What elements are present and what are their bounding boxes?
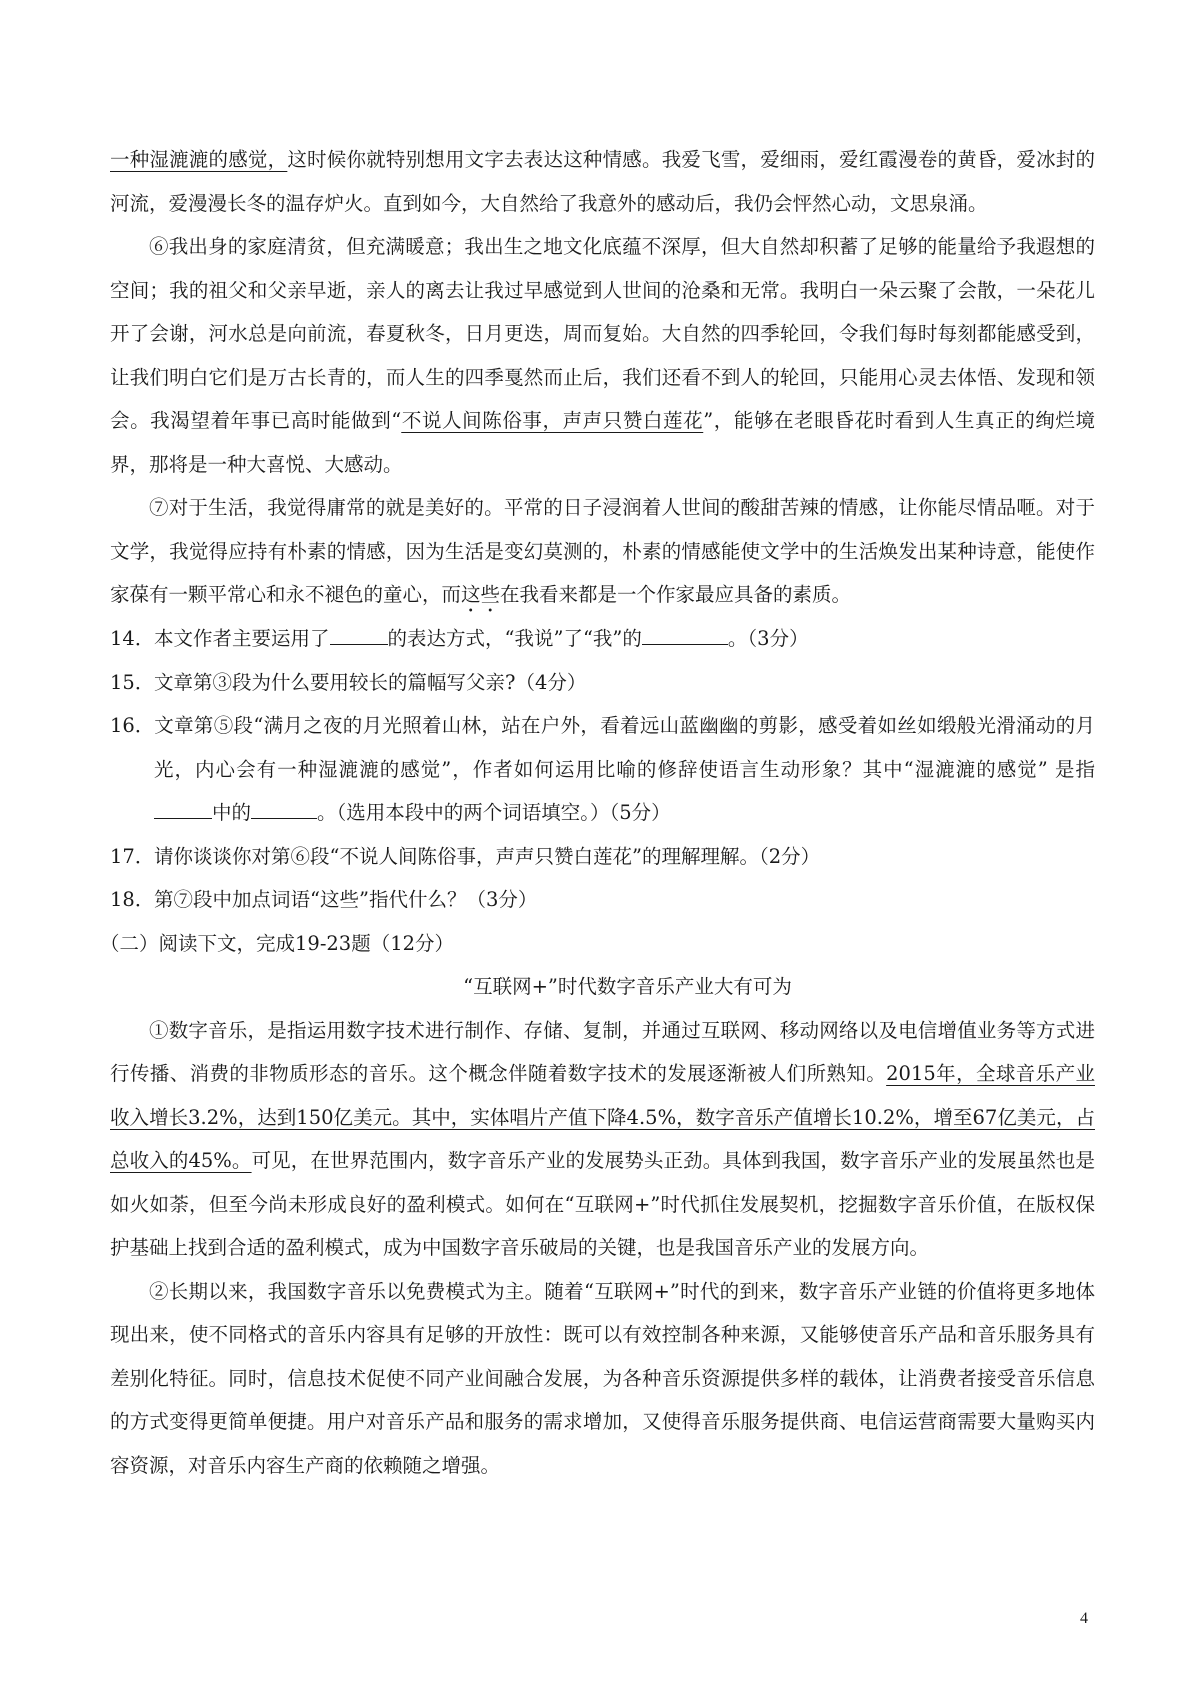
question-text: 文章第③段为什么要用较长的篇幅写父亲?（4分） <box>154 670 587 694</box>
question-text: 中的 <box>212 801 252 824</box>
paragraph-text: 在我看来都是一个作家最应具备的素质。 <box>500 583 852 606</box>
question-17 <box>110 835 1095 879</box>
question-number: 14． <box>110 627 155 650</box>
paragraph-text: ”，能够在老眼昏花时看到人生真正的绚烂境界，那将是一种大喜悦、大感动。 <box>110 409 1095 476</box>
article-title: “互联网+”时代数字音乐产业大有可为 <box>463 975 792 998</box>
emphasis-dotted-word: 这些 <box>461 583 501 606</box>
answer-blank[interactable] <box>642 624 728 645</box>
paragraph-7 <box>110 486 1095 617</box>
answer-blank[interactable] <box>330 624 388 645</box>
paragraph-text: ①数字音乐，是指运用数字技术进行制作、存储、复制，并通过互联网、移动网络以及电信增值业务等方式进行传播、消费的非物质形态的音乐。这个概念伴随着数字技术的发展逐渐被人们所熟知。 <box>110 1018 1095 1085</box>
section-heading: （二）阅读下文，完成19-23题（12分） <box>100 931 455 955</box>
question-16 <box>110 704 1095 835</box>
question-number: 15． <box>110 670 155 694</box>
question-text: 。（选用本段中的两个词语填空。）（5分） <box>317 801 671 824</box>
underlined-statistics: 2015年，全球音乐产业收入增长3.2%，达到150亿美元。其中，实体唱片产值下降4.5%，数字音乐产值增长10.2%，增至67亿美元，占总收入的45%。 <box>110 1062 1095 1172</box>
paragraph-text: ⑦对于生活，我觉得庸常的就是美好的。平常的日子浸润着人世间的酸甜苦辣的情感，让你能尽情品咂。对于文学，我觉得应持有朴素的情感，因为生活是变幻莫测的，朴素的情感能使文学中的生活焕发出某种诗意，能使作家葆有一颗平常心和永不褪色的童心，而 <box>110 496 1095 606</box>
underlined-quote: 不说人间陈俗事，声声只赞白莲花 <box>401 409 704 432</box>
question-18 <box>110 878 1095 922</box>
article-paragraph-2: ②长期以来，我国数字音乐以免费模式为主。随着“互联网+”时代的到来，数字音乐产业链的价值将更多地体现出来，使不同格式的音乐内容具有足够的开放性：既可以有效控制各种来源，又能够使音乐产品和音乐服务具有差别化特征。同时，信息技术促使不同产业间融合发展，为各种音乐资源提供多样的载体，让消费者接受音乐信息的方式变得更简单便捷。用户对音乐产品和服务的需求增加，又使得音乐服务提供商、电信运营商需要大量购买内容资源，对音乐内容生产商的依赖随之增强。 <box>110 1279 1095 1477</box>
paragraph-6 <box>110 225 1095 486</box>
question-text: 。（3分） <box>727 627 809 650</box>
question-text: 的表达方式，“我说”了“我”的 <box>387 627 642 650</box>
underlined-phrase: 一种湿漉漉的感觉， <box>110 148 288 171</box>
question-text: 本文作者主要运用了 <box>154 627 330 650</box>
paragraph-text: 可见，在世界范围内，数字音乐产业的发展势头正劲。具体到我国，数字音乐产业的发展虽然也是如火如荼，但至今尚未形成良好的盈利模式。如何在“互联网+”时代抓住发展契机，挖掘数字音乐价值，在版权保护基础上找到合适的盈利模式，成为中国数字音乐破局的关键，也是我国音乐产业的发展方向。 <box>110 1149 1095 1259</box>
paragraph-text: 这时候你就特别想用文字去表达这种情感。我爱飞雪，爱细雨，爱红霞漫卷的黄昏，爱冰封的河流，爱漫漫长冬的温存炉火。直到如今，大自然给了我意外的感动后，我仍会怦然心动，文思泉涌。 <box>110 148 1095 215</box>
question-15 <box>110 661 1095 705</box>
answer-blank[interactable] <box>251 798 317 819</box>
paragraph-5-tail <box>110 138 1095 225</box>
article-paragraph-1 <box>110 1009 1095 1270</box>
question-text: 请你谈谈你对第⑥段“不说人间陈俗事，声声只赞白莲花”的理解理解。（2分） <box>154 844 821 868</box>
question-text: 文章第⑤段“满月之夜的月光照着山林，站在户外，看着远山蓝幽幽的剪影，感受着如丝如缎般光滑涌动的月光，内心会有一种湿漉漉的感觉”，作者如何运用比喻的修辞使语言生动形象？其中“湿漉漉的感觉” 是指 <box>154 714 1095 781</box>
paragraph-text: ⑥我出身的家庭清贫，但充满暖意；我出生之地文化底蕴不深厚，但大自然却积蓄了足够的能量给予我遐想的空间；我的祖父和父亲早逝，亲人的离去让我过早感觉到人世间的沧桑和无常。我明白一朵云聚了会散，一朵花儿开了会谢，河水总是向前流，春夏秋冬，日月更迭，周而复始。大自然的四季轮回，令我们每时每刻都能感受到，让我们明白它们是万古长青的，而人生的四季戛然而止后，我们还看不到人的轮回，只能用心灵去体悟、发现和领会。我渴望着年事已高时能做到“ <box>110 235 1095 432</box>
question-number: 17． <box>110 844 155 868</box>
question-number: 16． <box>110 714 155 737</box>
page-number: 4 <box>1080 1610 1088 1627</box>
document-page <box>100 138 1095 1487</box>
question-text: 第⑦段中加点词语“这些”指代什么？（3分） <box>154 888 538 911</box>
answer-blank[interactable] <box>154 798 212 819</box>
question-14 <box>110 617 1095 661</box>
question-number: 18． <box>110 888 155 911</box>
